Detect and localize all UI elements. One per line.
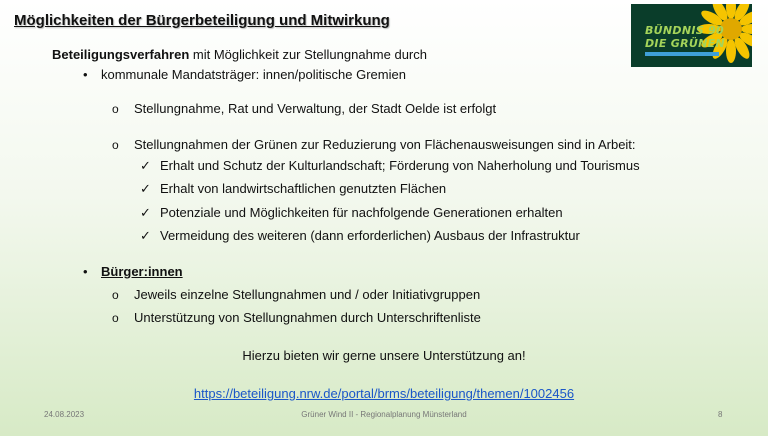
checkmark-icon: ✓ <box>140 181 151 196</box>
logo-line-1: BÜNDNIS 90 <box>645 24 725 37</box>
circle-bullet-icon: o <box>112 288 119 302</box>
circle-bullet-icon: o <box>112 311 119 325</box>
bullet-buergerinnen: Bürger:innen <box>101 264 183 279</box>
bullet-dot-icon: • <box>83 67 88 82</box>
intro-rest: mit Möglichkeit zur Stellungnahme durch <box>189 47 427 62</box>
check-item-infrastruktur: Vermeidung des weiteren (dann erforderlichen) Ausbaus der Infrastruktur <box>160 228 580 243</box>
checkmark-icon: ✓ <box>140 205 151 220</box>
footer-page-number: 8 <box>718 410 723 419</box>
beteiligung-link[interactable]: https://beteiligung.nrw.de/portal/brms/beteiligung/themen/1002456 <box>193 386 575 401</box>
checkmark-icon: ✓ <box>140 158 151 173</box>
sub-item-unterschriftenliste: Unterstützung von Stellungnahmen durch Unterschriftenliste <box>134 310 481 325</box>
sub-item-stellungnahmen-gruene: Stellungnahmen der Grünen zur Reduzierung von Flächenausweisungen sind in Arbeit: <box>134 137 636 152</box>
checkmark-icon: ✓ <box>140 228 151 243</box>
logo-line-2: DIE GRÜNEN <box>645 37 725 50</box>
circle-bullet-icon: o <box>112 102 119 116</box>
check-item-generationen: Potenziale und Möglichkeiten für nachfolgende Generationen erhalten <box>160 205 563 220</box>
intro-line <box>52 47 427 63</box>
check-item-flaechen: Erhalt von landwirtschaftlichen genutzten Flächen <box>160 181 447 196</box>
bullet-dot-icon: • <box>83 264 88 279</box>
bullet-mandatstraeger: kommunale Mandatsträger: innen/politische Gremien <box>101 67 406 82</box>
logo-bar <box>645 52 719 56</box>
sub-item-stellungnahme-oelde: Stellungnahme, Rat und Verwaltung, der Stadt Oelde ist erfolgt <box>134 101 497 116</box>
circle-bullet-icon: o <box>112 138 119 152</box>
footer-date: 24.08.2023 <box>44 410 85 419</box>
support-text: Hierzu bieten wir gerne unsere Unterstützung an! <box>242 348 526 363</box>
intro-bold: Beteiligungsverfahren <box>52 47 190 62</box>
gruene-logo <box>631 4 752 67</box>
logo-text <box>645 24 725 50</box>
sub-item-einzelne-stellungnahmen: Jeweils einzelne Stellungnahmen und / oder Initiativgruppen <box>134 287 481 302</box>
check-item-kulturlandschaft: Erhalt und Schutz der Kulturlandschaft; Förderung von Naherholung und Tourismus <box>160 158 640 173</box>
slide-title: Möglichkeiten der Bürgerbeteiligung und Mitwirkung <box>14 12 390 29</box>
footer-title: Grüner Wind II - Regionalplanung Münsterland <box>301 410 467 419</box>
